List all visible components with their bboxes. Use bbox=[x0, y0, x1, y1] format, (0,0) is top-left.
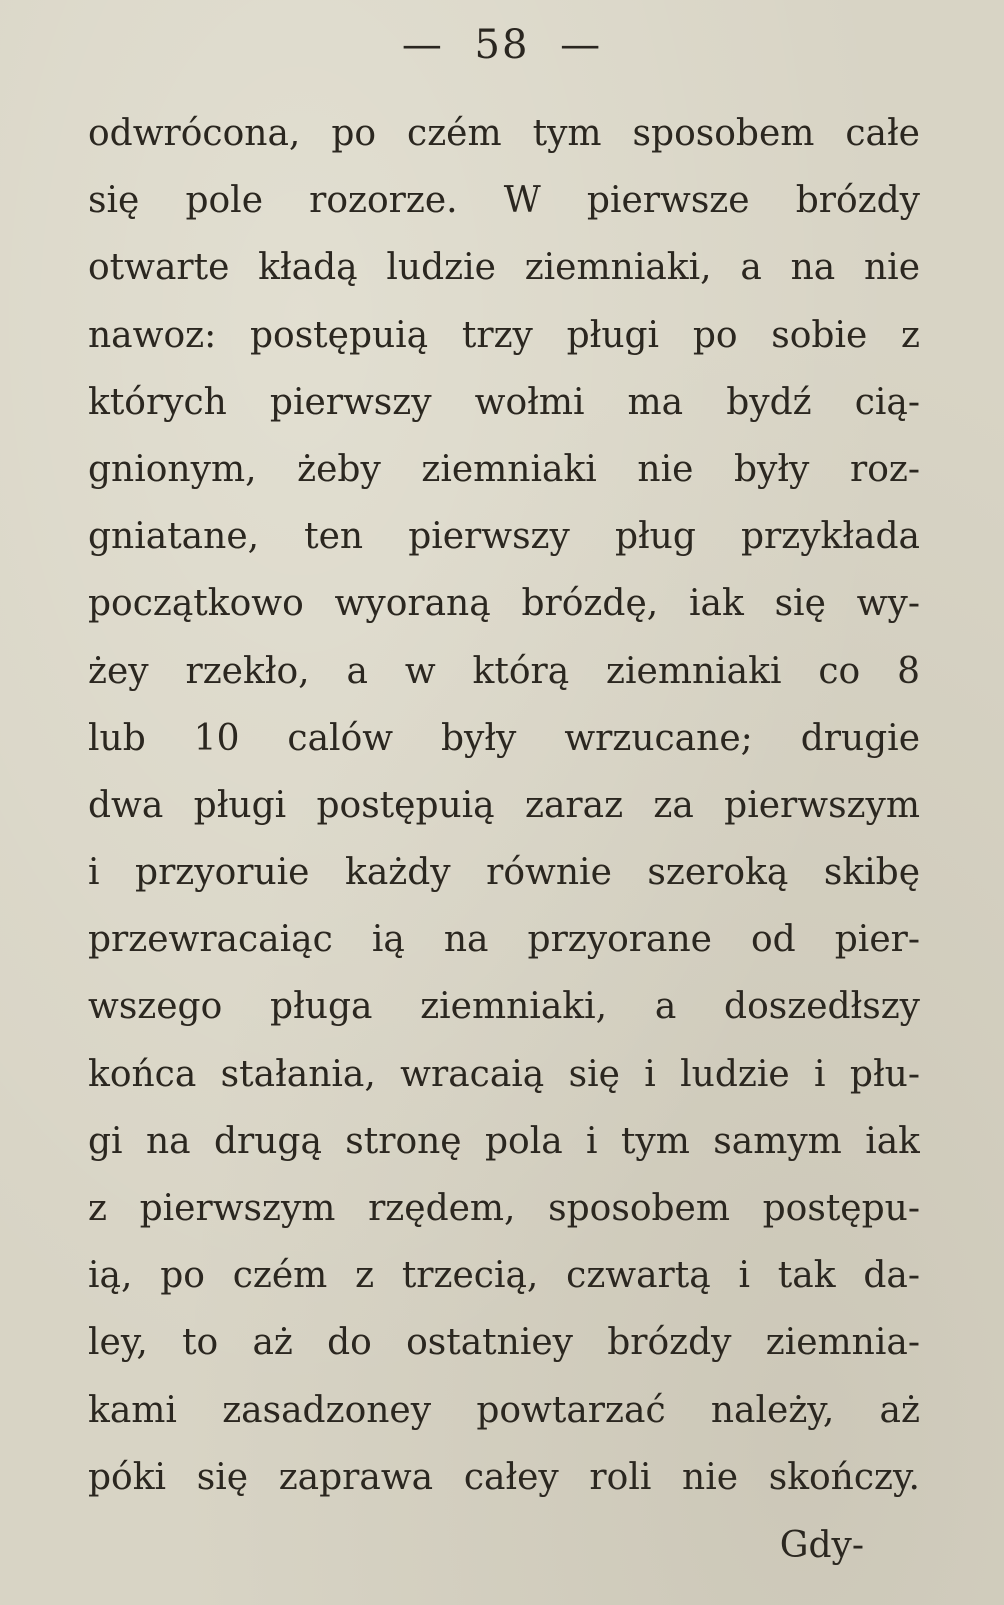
text-line: odwrócona, po czém tym sposobem całe bbox=[88, 113, 920, 154]
text-line: żey rzekło, a w którą ziemniaki co 8 bbox=[88, 650, 920, 692]
text-line: otwarte kładą ludzie ziemniaki, a na nie bbox=[88, 247, 920, 289]
text-line: i przyoruie każdy równie szeroką skibę bbox=[88, 852, 920, 894]
text-line: kami zasadzoney powtarzać należy, aż bbox=[88, 1389, 920, 1431]
text-line: z pierwszym rzędem, sposobem postępu- bbox=[88, 1188, 920, 1229]
text-line: się pole rozorze. W pierwsze brózdy bbox=[88, 180, 920, 222]
text-line: ley, to aż do ostatniey brózdy ziemnia- bbox=[88, 1322, 920, 1364]
text-line: wszego pługa ziemniaki, a doszedłszy bbox=[88, 986, 920, 1028]
page-header bbox=[0, 22, 1004, 68]
text-line: gi na drugą stronę pola i tym samym iak bbox=[88, 1120, 920, 1162]
page-number: 58 bbox=[474, 22, 530, 68]
text-line: lub 10 calów były wrzucane; drugie bbox=[88, 717, 920, 759]
text-line: końca stałania, wracaią się i ludzie i płu- bbox=[88, 1053, 920, 1095]
text-line: póki się zaprawa całey roli nie skończy. bbox=[88, 1456, 920, 1498]
text-line: ią, po czém z trzecią, czwartą i tak da- bbox=[88, 1255, 920, 1297]
text-line: nawoz: postępuią trzy pługi po sobie z bbox=[88, 314, 920, 356]
text-line: gniatane, ten pierwszy pług przykłada bbox=[88, 516, 920, 558]
header-dash-right: — bbox=[560, 22, 603, 68]
catchword: Gdy- bbox=[779, 1525, 864, 1566]
text-line: dwa pługi postępuią zaraz za pierwszym bbox=[88, 784, 920, 826]
text-line: gnionym, żeby ziemniaki nie były roz- bbox=[88, 448, 920, 490]
text-line: przewracaiąc ią na przyorane od pier- bbox=[88, 919, 920, 961]
body-text bbox=[88, 100, 920, 1511]
text-line: których pierwszy wołmi ma bydź cią- bbox=[88, 381, 920, 423]
text-line: początkowo wyoraną brózdę, iak się wy- bbox=[88, 583, 920, 625]
header-dash-left: — bbox=[401, 22, 444, 68]
